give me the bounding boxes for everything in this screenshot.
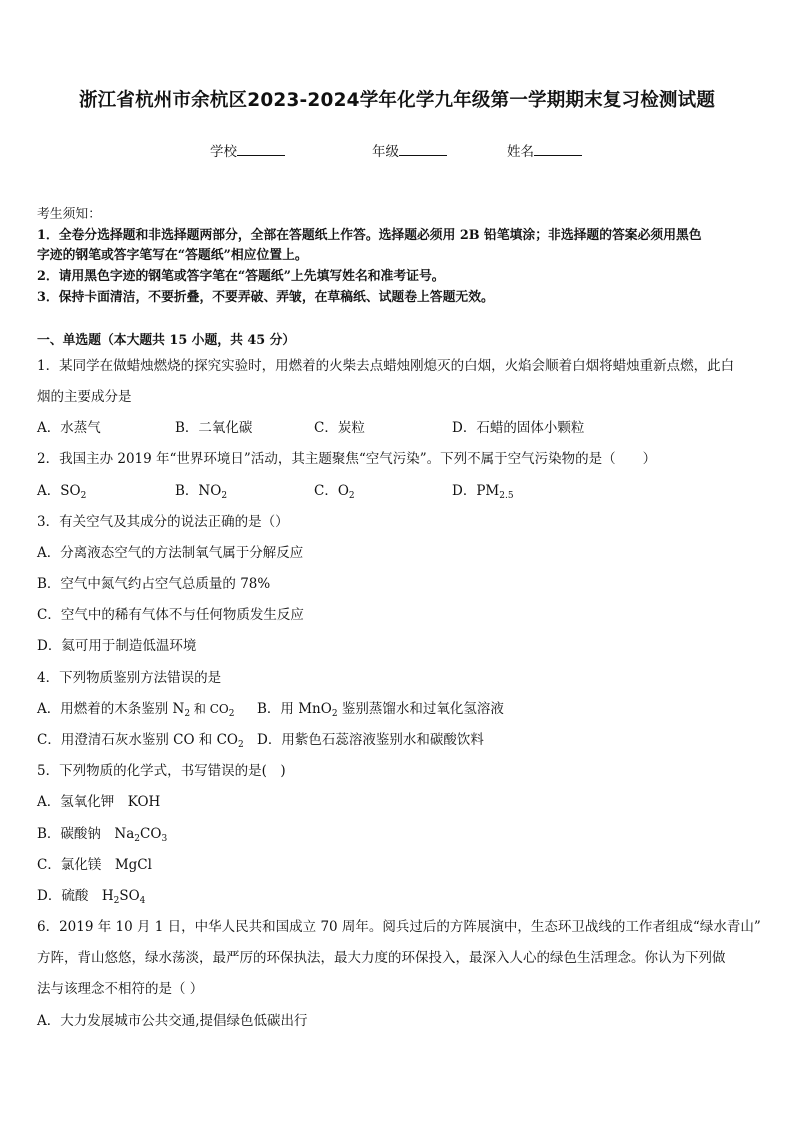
school-field bbox=[210, 140, 285, 160]
q4-option-b: B．用 MnO$_2$ 鉴别蒸馏水和过氧化氢溶液 bbox=[257, 701, 504, 719]
name-label: 姓名 bbox=[507, 144, 534, 160]
q6-option-a: A．大力发展城市公共交通,提倡绿色低碳出行 bbox=[37, 1013, 308, 1029]
q1-option-b: B．二氧化碳 bbox=[175, 420, 253, 436]
notice-item: 字迹的钢笔或答字笔写在“答题纸”相应位置上。 bbox=[37, 248, 308, 263]
question-2-stem: 2．我国主办 2019 年“世界环境日”活动，其主题聚焦“空气污染”。下列不属于空气污染物的是（ ） bbox=[37, 451, 657, 467]
q3-option-c: C．空气中的稀有气体不与任何物质发生反应 bbox=[37, 607, 304, 623]
school-label: 学校 bbox=[210, 144, 237, 160]
q5-option-a: A．氢氧化钾 KOH bbox=[37, 794, 161, 810]
q1-option-a: A．水蒸气 bbox=[37, 420, 101, 436]
question-4-stem: 4．下列物质鉴别方法错误的是 bbox=[37, 670, 222, 686]
question-6-stem-cont: 法与该理念不相符的是（ ） bbox=[37, 981, 204, 997]
grade-blank bbox=[399, 143, 447, 156]
section-heading: 一、单选题（本大题共 15 小题，共 45 分） bbox=[37, 333, 296, 348]
q5-option-d: D．硫酸 $H_2SO_4$ bbox=[37, 888, 146, 906]
school-blank bbox=[237, 143, 285, 156]
q4-option-a: A．用燃着的木条鉴别 $N_2$ 和 $CO_2$ bbox=[37, 701, 235, 719]
q2-option-b: B．$NO_2$ bbox=[175, 483, 228, 501]
q4-option-d: D．用紫色石蕊溶液鉴别水和碳酸饮料 bbox=[257, 732, 484, 748]
q5-option-c: C．氯化镁 MgCl bbox=[37, 857, 152, 873]
q2-option-a: A．$SO_2$ bbox=[37, 483, 87, 501]
q3-option-b: B．空气中氮气约占空气总质量的 78% bbox=[37, 576, 271, 592]
q2-option-c: C．$O_2$ bbox=[314, 483, 355, 501]
name-field bbox=[507, 140, 582, 160]
q3-option-d: D．氦可用于制造低温环境 bbox=[37, 638, 197, 654]
notice-item: 3．保持卡面清洁，不要折叠，不要弄破、弄皱，在草稿纸、试题卷上答题无效。 bbox=[37, 290, 494, 305]
question-1-stem: 1．某同学在做蜡烛燃烧的探究实验时，用燃着的火柴去点蜡烛刚熄灭的白烟，火焰会顺着白烟将蜡烛重新点燃，此白 bbox=[37, 358, 735, 374]
grade-label: 年级 bbox=[372, 144, 399, 160]
q2-option-d: D．$PM_{2.5}$ bbox=[452, 483, 514, 501]
question-1-stem-cont: 烟的主要成分是 bbox=[37, 389, 132, 405]
notice-item: 2．请用黑色字迹的钢笔或答字笔在“答题纸”上先填写姓名和准考证号。 bbox=[37, 269, 445, 284]
notice-item: 1．全卷分选择题和非选择题两部分，全部在答题纸上作答。选择题必须用 2B 铅笔填涂；非选择题的答案必须用黑色 bbox=[37, 228, 702, 243]
q1-option-c: C．炭粒 bbox=[314, 420, 365, 436]
q1-option-d: D．石蜡的固体小颗粒 bbox=[452, 420, 585, 436]
question-6-stem: 6．2019 年 10 月 1 日，中华人民共和国成立 70 周年。阅兵过后的方阵展演中，生态环卫战线的工作者组成“绿水青山” bbox=[37, 919, 761, 935]
grade-field bbox=[372, 140, 447, 160]
q4-option-c: C．用澄清石灰水鉴别 CO 和 $CO_2$ bbox=[37, 732, 244, 750]
q5-option-b: B．碳酸钠 $Na_2CO_3$ bbox=[37, 826, 168, 844]
q3-option-a: A．分离液态空气的方法制氧气属于分解反应 bbox=[37, 545, 304, 561]
name-blank bbox=[534, 143, 582, 156]
notice-heading: 考生须知： bbox=[37, 207, 101, 222]
question-6-stem-cont: 方阵，背山悠悠，绿水荡淡，最严厉的环保执法，最大力度的环保投入，最深入人心的绿色生活理念。你认为下列做 bbox=[37, 950, 726, 966]
question-5-stem: 5．下列物质的化学式，书写错误的是( ) bbox=[37, 763, 286, 779]
page-title: 浙江省杭州市余杭区2023-2024学年化学九年级第一学期期末复习检测试题 bbox=[78, 90, 716, 111]
question-3-stem: 3．有关空气及其成分的说法正确的是（） bbox=[37, 514, 289, 530]
